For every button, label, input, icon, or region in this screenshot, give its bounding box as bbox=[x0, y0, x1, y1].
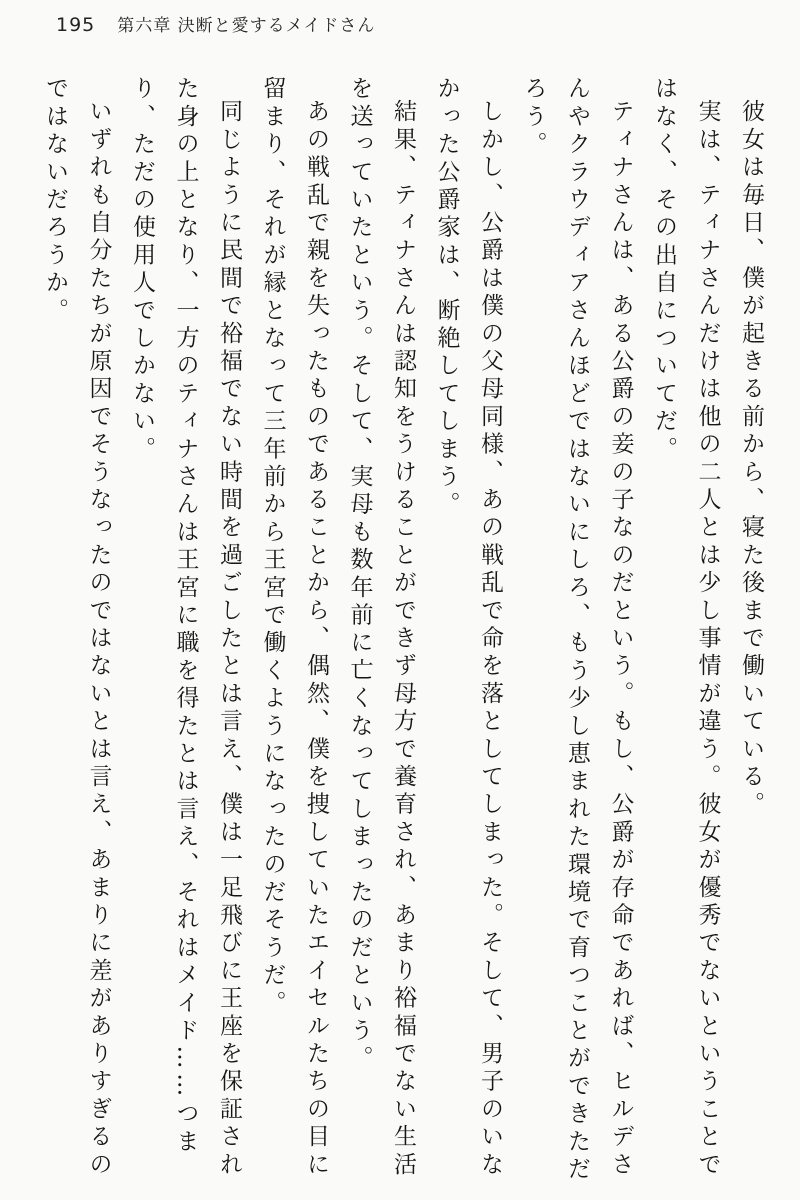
paragraph: あの戦乱で親を失ったものであることから、偶然、僕を捜していたエイセルたちの目に留まり、それが縁となって三年前から王宮で働くようになったのだそうだ。 bbox=[259, 76, 329, 1180]
paragraph: 彼女は毎日、僕が起きる前から、寝た後まで働いている。 bbox=[738, 99, 764, 820]
page-number: 195 bbox=[56, 14, 96, 36]
running-head bbox=[56, 11, 375, 36]
chapter-title: 第六章 決断と愛するメイドさん bbox=[117, 16, 376, 36]
paragraph: 結果、ティナさんは認知をうけることができず母方で養育され、あまり裕福でない生活を送っていたという。そして、実母も数年前に亡くなってしまったのだという。 bbox=[346, 76, 416, 1180]
body-text bbox=[31, 76, 772, 1185]
paragraph: 同じように民間で裕福でない時間を過ごしたとは言え、僕は一足飛びに王座を保証された身の上となり、一方のティナさんは王宮に職を得たとは言え、それはメイド……つまり、ただの使用人でしかない。 bbox=[129, 76, 242, 1180]
paragraph: 実は、ティナさんだけは他の二人とは少し事情が違う。彼女が優秀でないということではなく、その出自についてだ。 bbox=[651, 76, 721, 1180]
paragraph: しかし、公爵は僕の父母同様、あの戦乱で命を落としてしまった。そして、男子のいなかった公爵家は、断絶してしまう。 bbox=[433, 76, 503, 1180]
paragraph: いずれも自分たちが原因でそうなったのではないとは言え、あまりに差がありすぎるのではないだろうか。 bbox=[42, 76, 112, 1180]
paragraph: ティナさんは、ある公爵の妾の子なのだという。もし、公爵が存命であれば、ヒルデさんやクラウディアさんほどではないにしろ、もう少し恵まれた環境で育つことができただろう。 bbox=[520, 76, 634, 1184]
